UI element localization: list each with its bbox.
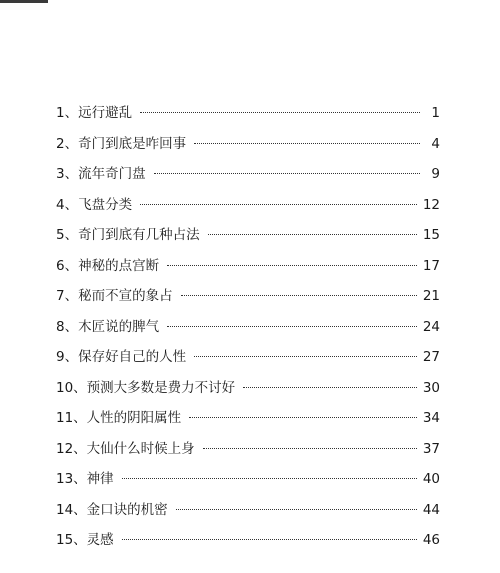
dot-leader [176,509,417,510]
toc-entry[interactable] [56,159,440,190]
toc-entry[interactable] [56,251,440,282]
toc-entry[interactable] [56,495,440,526]
toc-entry-page: 40 [422,471,440,487]
toc-entry-title: 5、奇门到底有几种占法 [56,227,200,243]
toc-entry-page: 4 [431,135,440,152]
toc-entry-page: 24 [422,318,440,335]
dot-leader [167,265,417,266]
dot-leader [122,478,417,479]
toc-entry[interactable] [56,98,440,129]
toc-entry[interactable] [56,281,440,312]
toc-entry-title: 4、飞盘分类 [56,196,133,213]
toc-entry[interactable] [56,312,440,343]
toc-entry-page: 46 [422,532,440,548]
toc-entry-page: 44 [422,501,440,518]
table-of-contents [56,98,440,556]
toc-entry-title: 15、灵感 [56,532,114,548]
toc-entry-page: 15 [422,227,440,243]
toc-entry-title: 14、金口诀的机密 [56,501,168,518]
toc-entry-page: 37 [422,440,440,457]
toc-entry-title: 13、神律 [56,471,114,487]
toc-entry[interactable] [56,342,440,373]
toc-entry-title: 11、人性的阴阳属性 [56,410,182,426]
dot-leader [181,295,417,296]
toc-entry[interactable] [56,220,440,251]
toc-entry-page: 17 [422,257,440,274]
dot-leader [194,356,417,357]
toc-entry-page: 1 [431,105,440,121]
toc-entry[interactable] [56,403,440,434]
toc-entry-page: 34 [422,410,440,426]
page-edge-mark [0,0,48,3]
dot-leader [203,448,417,449]
toc-entry-title: 8、木匠说的脾气 [56,318,160,335]
toc-entry-page: 21 [422,288,440,304]
toc-entry-page: 30 [422,379,440,396]
toc-entry-page: 27 [422,349,440,365]
dot-leader [194,143,420,144]
toc-entry-title: 7、秘而不宣的象占 [56,288,173,304]
toc-entry-page: 9 [431,166,440,182]
toc-entry[interactable] [56,434,440,465]
dot-leader [189,417,417,418]
toc-entry[interactable] [56,129,440,160]
toc-entry-title: 3、流年奇门盘 [56,166,146,182]
toc-entry-title: 6、神秘的点宫断 [56,257,160,274]
dot-leader [243,387,417,388]
dot-leader [208,234,417,235]
dot-leader [140,204,417,205]
toc-entry-title: 10、预测大多数是费力不讨好 [56,379,236,396]
dot-leader [154,173,420,174]
dot-leader [167,326,417,327]
toc-entry[interactable] [56,464,440,495]
toc-entry[interactable] [56,525,440,556]
toc-entry-title: 9、保存好自己的人性 [56,349,187,365]
dot-leader [122,539,417,540]
toc-entry[interactable] [56,190,440,221]
toc-entry-title: 2、奇门到底是咋回事 [56,135,187,152]
toc-entry-title: 1、远行避乱 [56,105,133,121]
toc-entry-page: 12 [422,196,440,213]
toc-entry-title: 12、大仙什么时候上身 [56,440,195,457]
dot-leader [140,112,420,113]
toc-entry[interactable] [56,373,440,404]
